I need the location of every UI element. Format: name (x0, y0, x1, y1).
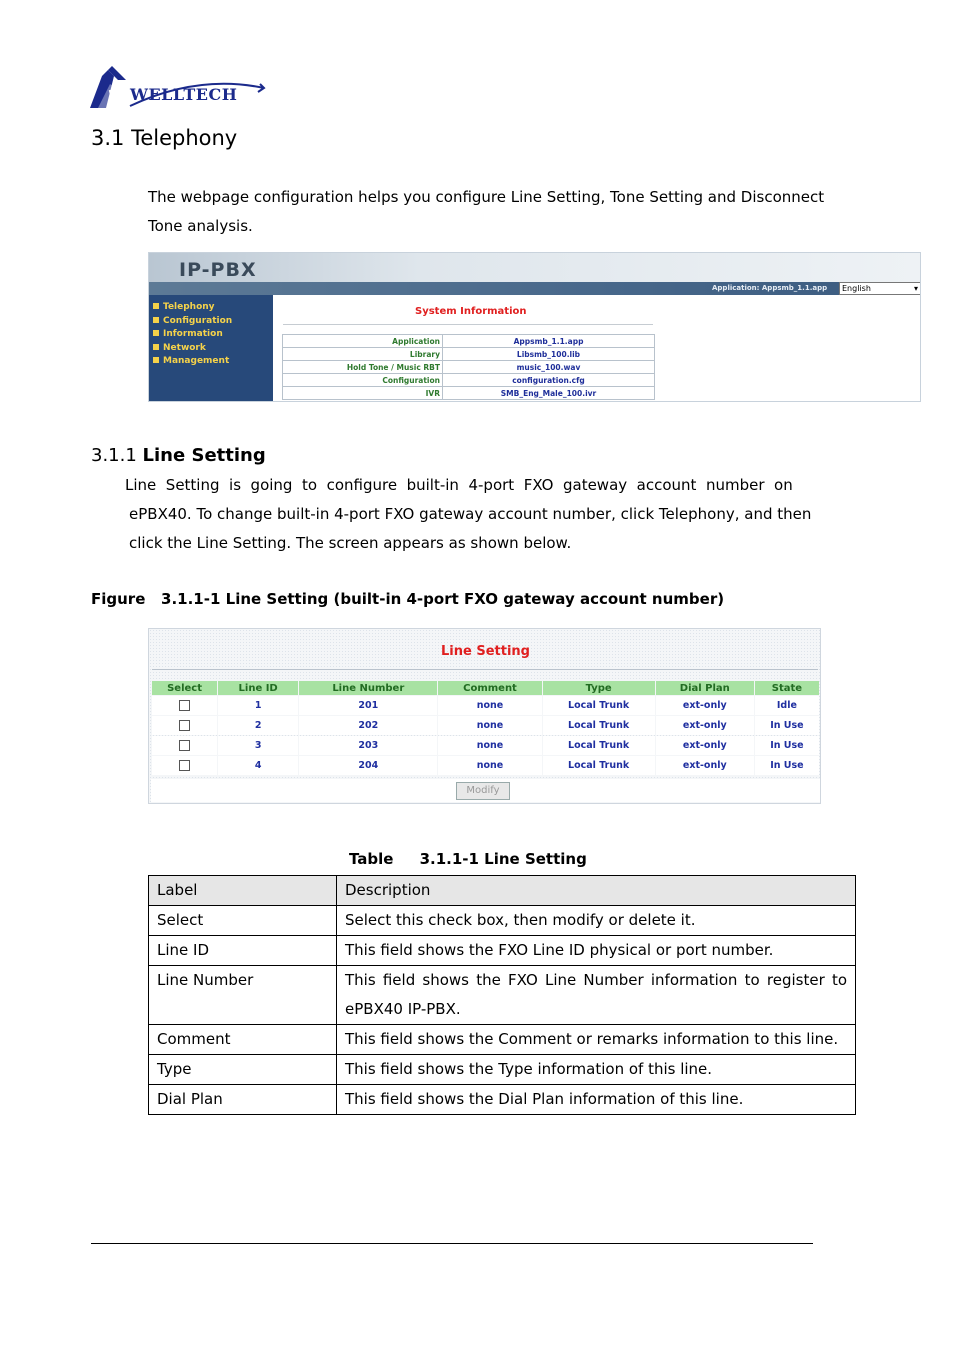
ippbx-sidebar (149, 295, 273, 402)
plus-box-icon (153, 317, 159, 323)
table-header-row (152, 681, 819, 695)
logo-swoosh-icon (128, 80, 268, 110)
column-header: Label (149, 876, 337, 906)
paragraph-line-2: ePBX40. To change built-in 4-port FXO gateway account number, click Telephony, and then (129, 505, 812, 523)
nav-item-network[interactable]: Network (149, 343, 273, 357)
plus-box-icon (153, 330, 159, 336)
select-checkbox[interactable] (179, 740, 190, 751)
table-row: 3 203 none Local Trunk ext-only In Use (152, 736, 819, 755)
nav-item-information[interactable]: Information (149, 329, 273, 343)
column-header: Select (152, 681, 217, 695)
logo-wordmark: WELLTECH (130, 85, 238, 104)
column-header: Line Number (299, 681, 437, 695)
column-header: Type (543, 681, 655, 695)
table-row: Type This field shows the Type information of this line. (149, 1055, 856, 1085)
line-setting-footer (151, 779, 820, 802)
table-row: IVR SMB_Eng_Male_100.ivr (283, 387, 655, 400)
table-row: 4 204 none Local Trunk ext-only In Use (152, 756, 819, 775)
intro-line-1: The webpage configuration helps you configure Line Setting, Tone Setting and Disconnect (148, 188, 825, 206)
figure-caption: Figure 3.1.1-1 Line Setting (built-in 4-port FXO gateway account number) (91, 590, 725, 608)
table-row: Hold Tone / Music RBT music_100.wav (283, 361, 655, 374)
application-label: Application: Appsmb_1.1.app (712, 284, 828, 292)
table-row: Dial Plan This field shows the Dial Plan information of this line. (149, 1085, 856, 1115)
ippbx-screenshot (148, 252, 921, 402)
divider (283, 324, 653, 325)
table-row: Line Number This field shows the FXO Line Number information to register to ePBX40 IP-PBX. (149, 966, 856, 1025)
table-row: Library Libsmb_100.lib (283, 348, 655, 361)
intro-line-2: Tone analysis. (148, 217, 253, 235)
system-information-title: System Information (415, 306, 527, 317)
paragraph-line-1: Line Setting is going to configure built-in 4-port FXO gateway account number on (125, 476, 793, 494)
select-checkbox[interactable] (179, 720, 190, 731)
column-header: State (755, 681, 819, 695)
ippbx-banner-title: IP-PBX (179, 259, 257, 281)
table-header-row (149, 876, 856, 906)
divider (152, 669, 818, 670)
plus-box-icon (153, 344, 159, 350)
welltech-logo (88, 66, 268, 110)
nav-item-management[interactable]: Management (149, 356, 273, 370)
description-table (148, 875, 856, 1115)
column-header: Comment (438, 681, 541, 695)
table-row: Select Select this check box, then modify or delete it. (149, 906, 856, 936)
section-title: 3.1 Telephony (91, 126, 238, 150)
select-checkbox[interactable] (179, 700, 190, 711)
line-setting-table (151, 680, 820, 776)
column-header: Description (337, 876, 856, 906)
table-row: 2 202 none Local Trunk ext-only In Use (152, 716, 819, 735)
line-setting-screenshot (148, 628, 821, 804)
table-row: Configuration configuration.cfg (283, 374, 655, 387)
footer-divider (91, 1243, 813, 1244)
line-setting-title: Line Setting (441, 644, 530, 659)
table-row: Application Appsmb_1.1.app (283, 335, 655, 348)
plus-box-icon (153, 357, 159, 363)
language-select[interactable] (839, 282, 921, 295)
subsection-title: 3.1.1 Line Setting (91, 445, 266, 466)
select-checkbox[interactable] (179, 760, 190, 771)
language-select-value: English (842, 284, 871, 293)
plus-box-icon (153, 303, 159, 309)
nav-item-configuration[interactable]: Configuration (149, 316, 273, 330)
nav-item-telephony[interactable]: Telephony (149, 302, 273, 316)
table-row: Comment This field shows the Comment or remarks information to this line. (149, 1025, 856, 1055)
column-header: Dial Plan (656, 681, 754, 695)
chevron-down-icon: ▾ (913, 284, 918, 293)
table-row: Line ID This field shows the FXO Line ID physical or port number. (149, 936, 856, 966)
table-caption: Table 3.1.1-1 Line Setting (349, 850, 587, 868)
modify-button[interactable]: Modify (456, 782, 510, 800)
column-header: Line ID (218, 681, 298, 695)
system-information-table (282, 334, 655, 400)
paragraph-line-3: click the Line Setting. The screen appears as shown below. (129, 534, 572, 552)
table-row: 1 201 none Local Trunk ext-only Idle (152, 696, 819, 715)
